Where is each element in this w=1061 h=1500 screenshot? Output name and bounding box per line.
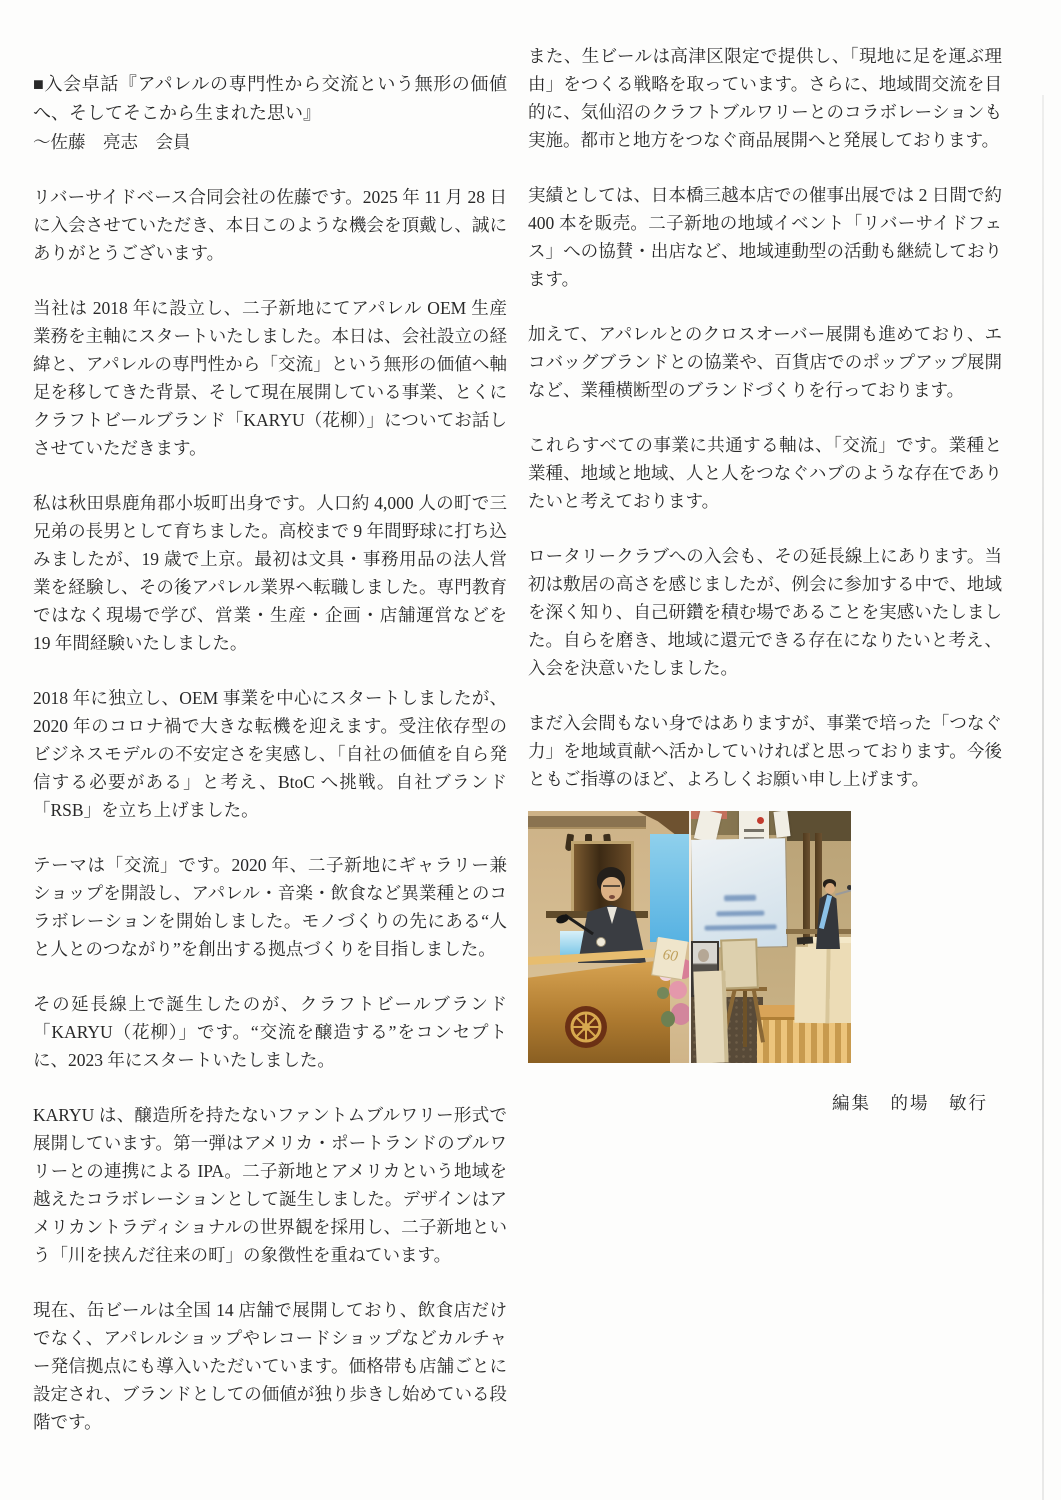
article-title: ■入会卓話『アパレルの専門性から交流という無形の価値へ、そしてそこから生まれた思い』 xyxy=(33,74,507,123)
left-column xyxy=(33,70,507,1436)
body-paragraph-l3: 私は秋田県鹿角郡小坂町出身です。人口約 4,000 人の町で三兄弟の長男として育ちました。高校まで 9 年間野球に打ち込みましたが、19 歳で上京。最初は文具・事務用品の法人営業を経験し、その後アパレル業界へ転職しました。専門教育ではなく現場で学び、営業・生産・企画・店舗運営などを 19 年間経験いたしました。 xyxy=(33,493,507,653)
body-paragraph-l1: リバーサイドベース合同会社の佐藤です。2025 年 11 月 28 日に入会させていただき、本日このような機会を頂戴し、誠にありがとうございます。 xyxy=(33,187,507,263)
speaker-glasses xyxy=(603,885,620,887)
cream-box xyxy=(693,970,728,1063)
cream-pillar xyxy=(794,947,830,1024)
blue-screen xyxy=(650,834,689,942)
flower-leaf xyxy=(661,1011,675,1027)
portrait-face xyxy=(698,949,709,962)
stage-skirt-fringe xyxy=(757,1017,851,1063)
body-paragraph-l6: その延長線上で誕生したのが、クラフトビールブランド「KARYU（花柳）」です。“交流を醸造する”をコンセプトに、2023 年にスタートいたしました。 xyxy=(33,994,507,1070)
body-paragraph-l2: 当社は 2018 年に設立し、二子新地にてアパレル OEM 生産業務を主軸にスタートいたしました。本日は、会社設立の経緯と、アパレルの専門性から「交流」という無形の価値へ軸足を移してきた背景、そして現在展開している事業、とくにクラフトビールブランド「KARYU（花柳）」についてお話しさせていただきます。 xyxy=(33,298,507,458)
body-paragraph-l5: テーマは「交流」です。2020 年、二子新地にギャラリー兼ショップを開設し、アパレル・音楽・飲食など異業種とのコラボレーションを開始しました。モノづくりの先にある“人と人とのつながり”を創出する拠点づくりを目指しました。 xyxy=(33,855,507,959)
scan-artifact-line xyxy=(1042,95,1044,1500)
rotary-wheel-emblem-icon xyxy=(564,1005,608,1049)
article-author: ～佐藤 亮志 会員 xyxy=(33,132,191,152)
flower-leaf xyxy=(657,987,669,999)
editor-credit: 編集 的場 敏行 xyxy=(832,1093,988,1113)
body-paragraph-l4: 2018 年に独立し、OEM 事業を中心にスタートしましたが、2020 年のコロナ禍で大きな転機を迎えます。受注依存型のビジネスモデルの不安定さを実感し、「自社の価値を自ら発信する必要がある」と考え、BtoC へ挑戦。自社ブランド「RSB」を立ち上げました。 xyxy=(33,688,507,820)
podium-top-object xyxy=(797,936,813,944)
body-paragraph-l8: 現在、缶ビールは全国 14 店舗で展開しており、飲食店だけでなく、アパレルショップやレコードショップなどカルチャー発信拠点にも導入いただいています。価格帯も店舗ごとに設定され、ブランドとしての価値が独り歩きし始めている段階です。 xyxy=(33,1300,507,1432)
sign-60-card xyxy=(652,937,688,979)
body-paragraph-r5: ロータリークラブへの入会も、その延長線上にあります。当初は敷居の高さを感じましたが、例会に参加する中で、地域を深く知り、自己研鑽を積む場であることを実感いたしました。自らを磨き、地域に還元できる存在になりたいと考え、入会を決意いたしました。 xyxy=(528,546,1002,678)
speaker-mouth xyxy=(609,895,615,899)
body-paragraph-r4: これらすべての事業に共通する軸は、「交流」です。業種と業種、地域と地域、人と人をつなぐハブのような存在でありたいと考えております。 xyxy=(528,435,1002,511)
body-paragraph-r2: 実績としては、日本橋三越本店での催事出展では 2 日間で約 400 本を販売。二子新地の地域イベント「リバーサイドフェス」への協賛・出店など、地域連動型の活動も継続しております。 xyxy=(528,185,1002,289)
hanging-banner xyxy=(694,811,722,843)
microphone-icon xyxy=(847,885,851,890)
sign-60-text: 60 xyxy=(661,946,679,966)
flower xyxy=(669,981,687,999)
hanging-banner xyxy=(773,811,790,838)
event-photo-pair xyxy=(528,811,851,1063)
easel-board xyxy=(720,938,759,989)
slide-text-line xyxy=(705,924,777,930)
body-paragraph-r3: 加えて、アパレルとのクロスオーバー展開も進めており、エコバッグブランドとの協業や、百貨店でのポップアップ展開など、業種横断型のブランドづくりを行っております。 xyxy=(528,324,1002,400)
slide-text-line xyxy=(716,911,764,917)
banner-red-mark xyxy=(757,817,764,824)
right-column xyxy=(528,42,1002,1117)
body-paragraph-r6: まだ入会間もない身ではありますが、事業で培った「つなぐ力」を地域貢献へ活かしていければと思っております。今後ともご指導のほど、よろしくお願い申し上げます。 xyxy=(528,713,1002,789)
lapel-badge xyxy=(596,937,606,947)
projection-screen xyxy=(691,838,787,948)
body-paragraph-r1: また、生ビールは高津区限定で提供し、「現地に足を運ぶ理由」をつくる戦略を取っています。さらに、地域間交流を目的に、気仙沼のクラフトブルワリーとのコラボレーションも実施。都市と地方をつなぐ商品展開へと発展しております。 xyxy=(528,46,1002,150)
photo-speaker-closeup xyxy=(528,811,689,1063)
ceiling-beam xyxy=(528,816,646,827)
banner-text-line xyxy=(744,829,764,832)
photo-room-wide xyxy=(691,811,851,1063)
slide-text-line xyxy=(724,895,756,902)
member-face xyxy=(825,883,835,894)
body-paragraph-l7: KARYU は、醸造所を持たないファントムブルワリー形式で展開しています。第一弾はアメリカ・ポートランドのブルワリーとの連携による IPA。二子新地とアメリカという地域を越えたコラボレーションとして誕生しました。デザインはアメリカントラディショナルの世界観を採用し、二子新地という「川を挟んだ往来の町」の象徴性を重ねています。 xyxy=(33,1105,507,1265)
